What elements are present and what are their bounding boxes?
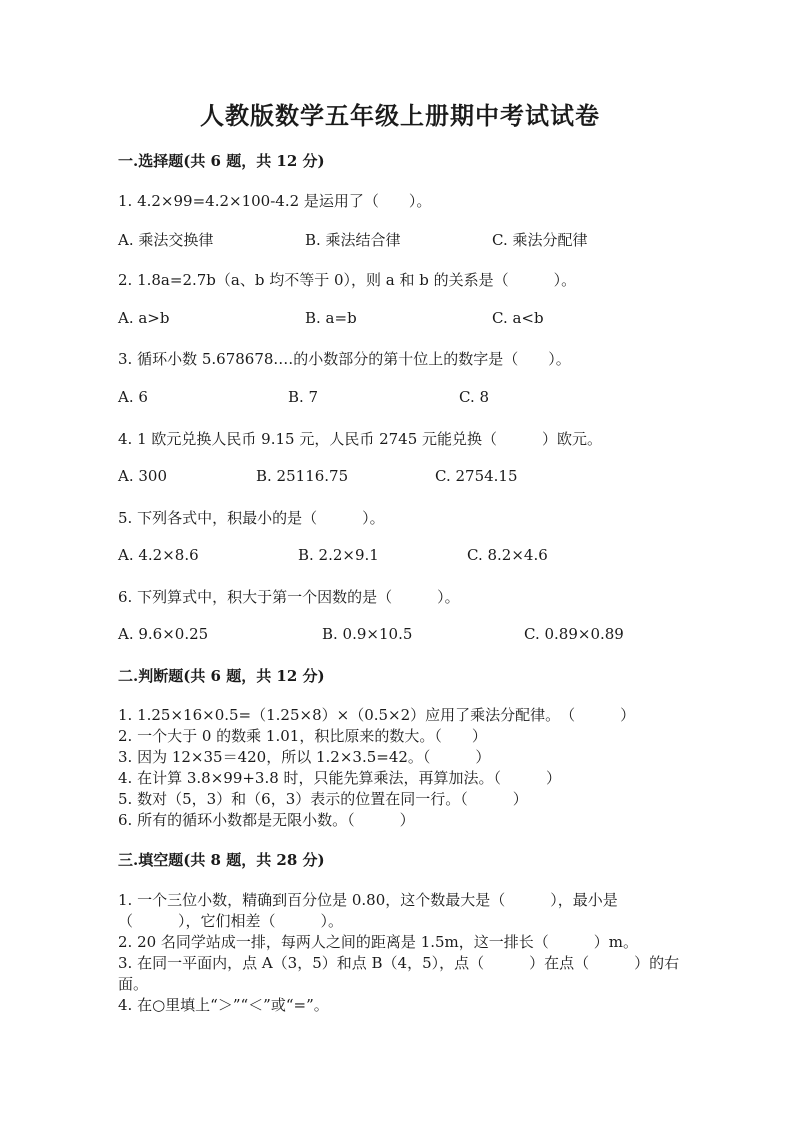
option-a: A. a>b bbox=[118, 309, 170, 327]
option-a: A. 300 bbox=[118, 467, 167, 485]
question-4: 4. 1 欧元兑换人民币 9.15 元，人民币 2745 元能兑换（ ）欧元。 bbox=[118, 430, 603, 448]
option-b: B. 2.2×9.1 bbox=[298, 546, 379, 564]
question-5: 5. 下列各式中，积最小的是（ ）。 bbox=[118, 509, 385, 527]
fill-item: 1. 一个三位小数，精确到百分位是 0.80，这个数最大是（ ），最小是 bbox=[118, 891, 618, 909]
option-a: A. 乘法交换律 bbox=[118, 231, 214, 249]
question-2: 2. 1.8a=2.7b（a、b 均不等于 0），则 a 和 b 的关系是（ ）。 bbox=[118, 271, 577, 289]
judgment-item: 2. 一个大于 0 的数乘 1.01，积比原来的数大。（ ） bbox=[118, 727, 487, 745]
option-c: C. 乘法分配律 bbox=[492, 231, 588, 249]
option-c: C. 2754.15 bbox=[435, 467, 518, 485]
option-a: A. 9.6×0.25 bbox=[118, 625, 209, 643]
fill-item: 3. 在同一平面内，点 A（3，5）和点 B（4，5），点（ ）在点（ ）的右 bbox=[118, 954, 680, 972]
option-b: B. a=b bbox=[305, 309, 357, 327]
option-b: B. 0.9×10.5 bbox=[322, 625, 413, 643]
judgment-item: 1. 1.25×16×0.5=（1.25×8）×（0.5×2）应用了乘法分配律。 （ ） bbox=[118, 706, 636, 724]
option-a: A. 4.2×8.6 bbox=[118, 546, 199, 564]
page-title: 人教版数学五年级上册期中考试试卷 bbox=[200, 101, 600, 130]
judgment-item: 3. 因为 12×35＝420，所以 1.2×3.5=42。（ ） bbox=[118, 748, 491, 766]
section-heading-judgment: 二.判断题(共 6 题，共 12 分) bbox=[118, 667, 325, 685]
judgment-item: 6. 所有的循环小数都是无限小数。（ ） bbox=[118, 811, 415, 829]
judgment-item: 5. 数对（5，3）和（6，3）表示的位置在同一行。（ ） bbox=[118, 790, 528, 808]
fill-item-continuation: （ ），它们相差（ ）。 bbox=[118, 912, 344, 930]
option-b: B. 25116.75 bbox=[256, 467, 349, 485]
fill-item: 2. 20 名同学站成一排，每两人之间的距离是 1.5m，这一排长（ ）m。 bbox=[118, 933, 639, 951]
option-b: B. 7 bbox=[288, 388, 319, 406]
section-heading-fill: 三.填空题(共 8 题，共 28 分) bbox=[118, 851, 325, 869]
option-c: C. a<b bbox=[492, 309, 544, 327]
section-heading-choice: 一.选择题(共 6 题，共 12 分) bbox=[118, 152, 325, 170]
option-c: C. 8.2×4.6 bbox=[467, 546, 548, 564]
option-c: C. 0.89×0.89 bbox=[524, 625, 624, 643]
question-1: 1. 4.2×99=4.2×100-4.2 是运用了（ ）。 bbox=[118, 192, 432, 210]
option-a: A. 6 bbox=[118, 388, 148, 406]
fill-item-continuation: 面。 bbox=[118, 975, 149, 993]
question-3: 3. 循环小数 5.678678.…的小数部分的第十位上的数字是（ ）。 bbox=[118, 350, 571, 368]
option-c: C. 8 bbox=[459, 388, 490, 406]
option-b: B. 乘法结合律 bbox=[305, 231, 401, 249]
judgment-item: 4. 在计算 3.8×99+3.8 时，只能先算乘法，再算加法。（ ） bbox=[118, 769, 562, 787]
question-6: 6. 下列算式中，积大于第一个因数的是（ ）。 bbox=[118, 588, 460, 606]
fill-item: 4. 在○里填上“＞”“＜”或“=”。 bbox=[118, 996, 329, 1014]
